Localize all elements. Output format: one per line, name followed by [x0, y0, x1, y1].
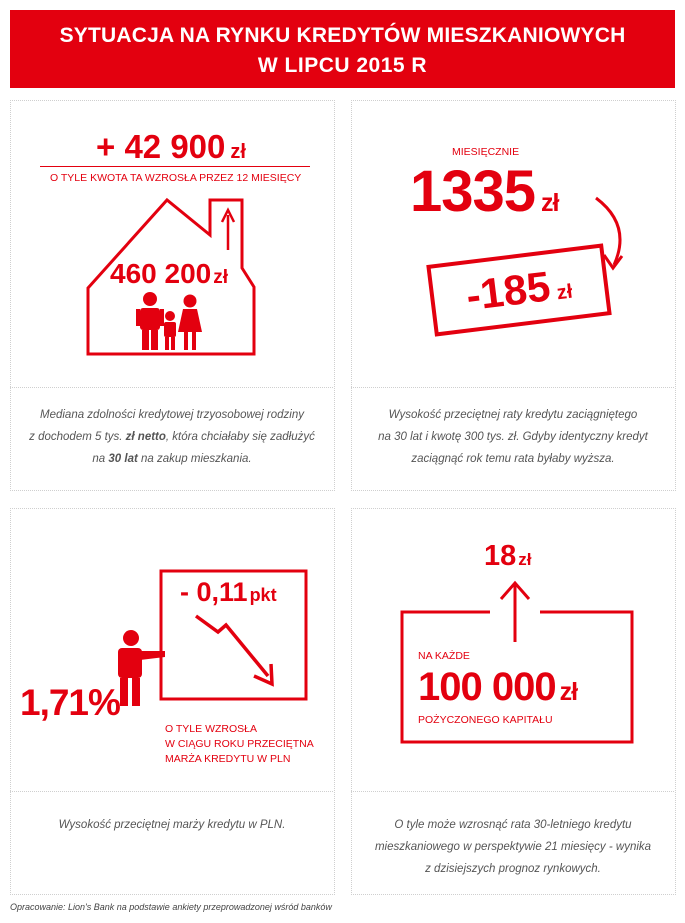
panel2-caption-line3: zaciągnąć rok temu rata byłaby wyższa.	[411, 453, 615, 465]
capital-label-bottom: POŻYCZONEGO KAPITAŁU	[418, 714, 553, 726]
panel4-caption-line1: O tyle może wzrosnąć rata 30-letniego kredytu	[394, 819, 632, 831]
panel1-caption-line1: Mediana zdolności kredytowej trzyosobowej rodziny	[40, 409, 304, 421]
forecast-increase-unit: zł	[518, 550, 532, 569]
panel3-caption: Wysokość przeciętnej marży kredytu w PLN.	[58, 819, 286, 831]
caption-text: na	[92, 453, 109, 465]
panel2-caption-line2: na 30 lat i kwotę 300 tys. zł. Gdyby identyczny kredyt	[378, 431, 648, 443]
capacity-number: 460 200	[110, 258, 212, 289]
margin-label-line2: W CIĄGU ROKU PRZECIĘTNA	[165, 738, 314, 750]
source-footer: Opracowanie: Lion's Bank na podstawie ankiety przeprowadzonej wśród banków	[10, 902, 332, 912]
header-title-line1: SYTUACJA NA RYNKU KREDYTÓW MIESZKANIOWYCH	[59, 24, 626, 47]
capital-unit: zł	[559, 678, 578, 706]
panel4-caption-line2: mieszkaniowego w perspektywie 21 miesięcy - wynika	[374, 841, 652, 853]
margin-value: 1,71%	[20, 682, 120, 723]
rate-change-unit: zł	[555, 280, 574, 305]
caption-text: , która chciałaby się zadłużyć	[165, 431, 315, 443]
header-title-line2: W LIPCU 2015 R	[257, 54, 428, 77]
increase-label: O TYLE KWOTA TA WZROSŁA PRZEZ 12 MIESIĘCY	[50, 172, 302, 184]
panel2-caption-line1: Wysokość przeciętnej raty kredytu zaciągniętego	[388, 409, 638, 421]
monthly-number: 1335	[410, 159, 536, 224]
caption-bold: zł netto	[125, 431, 166, 443]
increase-number: + 42 900	[96, 128, 226, 165]
caption-text: z dochodem 5 tys.	[29, 431, 126, 443]
panel4-caption	[355, 814, 671, 880]
capacity-unit: zł	[213, 267, 228, 288]
increase-unit: zł	[230, 141, 246, 163]
panel4-caption-line3: z dzisiejszych prognoz rynkowych.	[425, 863, 601, 875]
monthly-label: MIESIĘCZNIE	[452, 146, 520, 158]
monthly-unit: zł	[541, 189, 559, 217]
caption-bold: 30 lat	[108, 453, 138, 465]
panel4-separator	[351, 791, 674, 792]
capital-label-top: NA KAŻDE	[418, 650, 470, 662]
forecast-increase-number: 18	[484, 540, 517, 572]
margin-change-number: - 0,11	[180, 577, 248, 607]
rate-change-number: -185	[463, 262, 553, 320]
capital-amount	[418, 665, 577, 710]
capital-number: 100 000	[418, 665, 556, 709]
margin-label-line1: O TYLE WZROSŁA	[165, 723, 257, 735]
caption-text: na zakup mieszkania.	[137, 453, 252, 465]
margin-change-unit: pkt	[249, 585, 277, 605]
margin-label-line3: MARŻA KREDYTU W PLN	[165, 753, 291, 765]
